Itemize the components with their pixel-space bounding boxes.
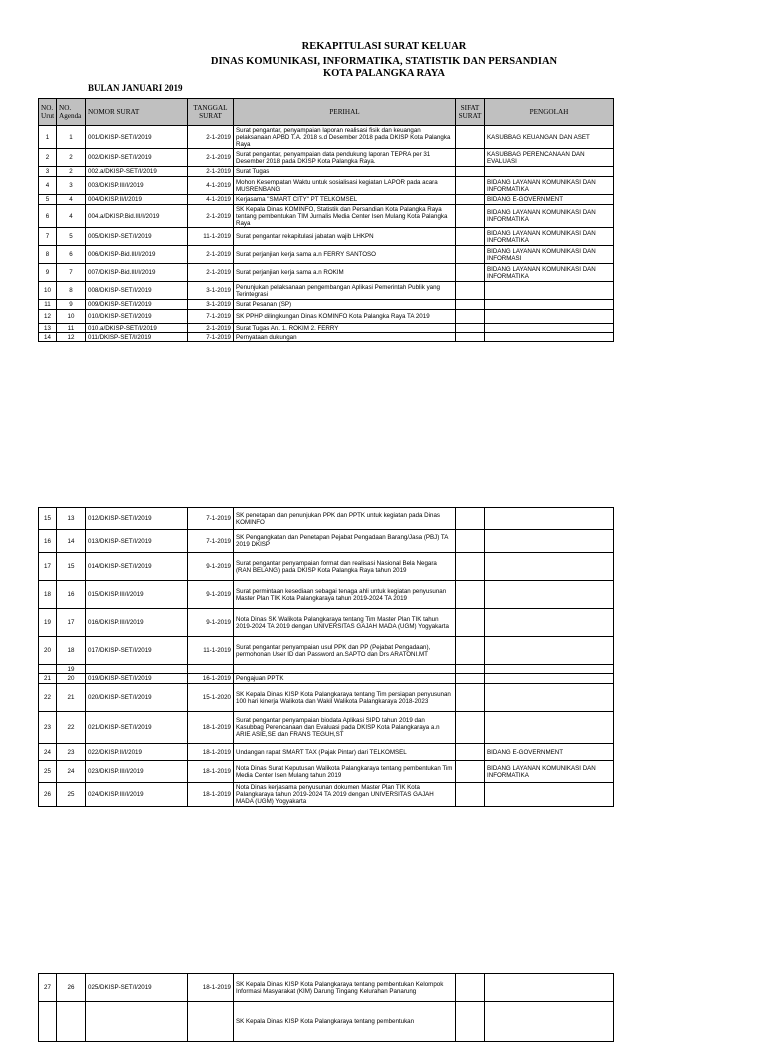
cell-perihal: Surat pengantar penyampaian biodata Aplikasi SIPD tahun 2019 dan Kasubbag Perencanaan dan Evaluasi pada DKISP Kota Palangkaraya a.n ARIE ASIE,SE dan FRANS TEGUH,ST bbox=[234, 712, 456, 744]
cell-pengolah bbox=[485, 684, 614, 712]
cell-perihal: Kerjasama "SMART CITY" PT TELKOMSEL bbox=[234, 195, 456, 205]
cell-pengolah: KASUBBAG KEUANGAN DAN ASET bbox=[485, 126, 614, 149]
cell-sifat bbox=[456, 205, 485, 228]
cell-no-urut bbox=[39, 1002, 57, 1042]
cell-no-agenda: 4 bbox=[57, 205, 86, 228]
cell-tanggal: 18-1-2019 bbox=[188, 712, 234, 744]
cell-nomor-surat: 005/DKISP-SET/I/2019 bbox=[86, 228, 188, 246]
cell-nomor-surat: 010.a/DKISP-SET/I/2019 bbox=[86, 324, 188, 333]
cell-no-urut: 18 bbox=[39, 581, 57, 609]
cell-pengolah bbox=[485, 508, 614, 530]
cell-tanggal: 9-1-2019 bbox=[188, 581, 234, 609]
table-row bbox=[39, 264, 614, 282]
table-row bbox=[39, 665, 614, 674]
cell-sifat bbox=[456, 744, 485, 761]
cell-no-urut: 20 bbox=[39, 637, 57, 665]
cell-no-urut bbox=[39, 665, 57, 674]
cell-pengolah bbox=[485, 310, 614, 324]
cell-pengolah bbox=[485, 637, 614, 665]
cell-no-agenda: 2 bbox=[57, 167, 86, 177]
table-row bbox=[39, 674, 614, 684]
cell-tanggal: 11-1-2019 bbox=[188, 228, 234, 246]
cell-no-agenda: 18 bbox=[57, 637, 86, 665]
header-tanggal: TANGGAL SURAT bbox=[188, 99, 234, 126]
cell-tanggal: 18-1-2019 bbox=[188, 744, 234, 761]
cell-perihal: Surat Tugas An. 1. ROKIM 2. FERRY bbox=[234, 324, 456, 333]
header-no-agenda: NO. Agenda bbox=[57, 99, 86, 126]
table-row bbox=[39, 712, 614, 744]
cell-perihal: SK Pengangkatan dan Penetapan Pejabat Pengadaan Barang/Jasa (PBJ) TA 2019 DKISP bbox=[234, 530, 456, 553]
cell-no-urut: 4 bbox=[39, 177, 57, 195]
cell-no-urut: 9 bbox=[39, 264, 57, 282]
cell-no-agenda: 20 bbox=[57, 674, 86, 684]
cell-no-agenda bbox=[57, 1002, 86, 1042]
cell-no-urut: 24 bbox=[39, 744, 57, 761]
table-row bbox=[39, 508, 614, 530]
month-label: BULAN JANUARI 2019 bbox=[88, 83, 183, 93]
register-table-page-2 bbox=[38, 507, 614, 807]
cell-no-agenda: 14 bbox=[57, 530, 86, 553]
table-row bbox=[39, 783, 614, 807]
cell-pengolah: KASUBBAG PERENCANAAN DAN EVALUASI bbox=[485, 149, 614, 167]
cell-perihal: SK Kepala Dinas KISP Kota Palangkaraya tentang Tim persiapan penyusunan 100 hari kinerja Walikota dan Wakil Walikota Palangkaraya 2018-2023 bbox=[234, 684, 456, 712]
cell-tanggal: 7-1-2019 bbox=[188, 333, 234, 342]
table-row bbox=[39, 177, 614, 195]
cell-nomor-surat: 008/DKISP-SET/I/2019 bbox=[86, 282, 188, 300]
cell-perihal: Surat perjanjian kerja sama a.n FERRY SANTOSO bbox=[234, 246, 456, 264]
cell-no-urut: 6 bbox=[39, 205, 57, 228]
cell-pengolah bbox=[485, 300, 614, 310]
table-row bbox=[39, 228, 614, 246]
cell-no-urut: 12 bbox=[39, 310, 57, 324]
cell-tanggal: 16-1-2019 bbox=[188, 674, 234, 684]
cell-tanggal: 3-1-2019 bbox=[188, 300, 234, 310]
cell-tanggal: 9-1-2019 bbox=[188, 609, 234, 637]
cell-perihal: SK Kepala Dinas KOMINFO, Statistik dan Persandian Kota Palangka Raya tentang pembentukan TIM Jurnalis Media Center Isen Mulang Kota Palangka Raya bbox=[234, 205, 456, 228]
cell-no-agenda: 22 bbox=[57, 712, 86, 744]
cell-pengolah: BIDANG LAYANAN KOMUNIKASI DAN INFORMATIKA bbox=[485, 264, 614, 282]
register-table-page-1 bbox=[38, 98, 614, 342]
header-pengolah: PENGOLAH bbox=[485, 99, 614, 126]
table-row bbox=[39, 246, 614, 264]
cell-nomor-surat: 020/DKISP-SET/I/2019 bbox=[86, 684, 188, 712]
table-row bbox=[39, 637, 614, 665]
cell-nomor-surat: 001/DKISP-SET/I/2019 bbox=[86, 126, 188, 149]
header-sifat: SIFAT SURAT bbox=[456, 99, 485, 126]
cell-pengolah bbox=[485, 609, 614, 637]
cell-pengolah bbox=[485, 167, 614, 177]
cell-pengolah bbox=[485, 1002, 614, 1042]
cell-pengolah bbox=[485, 333, 614, 342]
cell-pengolah: BIDANG E-GOVERNMENT bbox=[485, 195, 614, 205]
table-row bbox=[39, 310, 614, 324]
cell-perihal: Nota Dinas SK Walikota Palangkaraya tentang Tim Master Plan TIK tahun 2019-2024 TA 2019 dengan UNIVERSITAS GAJAH MADA (UGM) Yogyakarta bbox=[234, 609, 456, 637]
cell-nomor-surat: 023/DKISP.III/I/2019 bbox=[86, 761, 188, 783]
cell-perihal: Penunjukan pelaksanaan pengembangan Aplikasi Pemerintah Publik yang Terintegrasi bbox=[234, 282, 456, 300]
cell-pengolah: BIDANG E-GOVERNMENT bbox=[485, 744, 614, 761]
cell-sifat bbox=[456, 581, 485, 609]
cell-sifat bbox=[456, 149, 485, 167]
cell-perihal: Surat permintaan kesediaan sebagai tenaga ahli untuk kegiatan penyusunan Master Plan TIK Kota Palangkaraya tahun 2019-2024 TA 2019 bbox=[234, 581, 456, 609]
cell-perihal bbox=[234, 665, 456, 674]
cell-tanggal: 7-1-2019 bbox=[188, 530, 234, 553]
cell-sifat bbox=[456, 126, 485, 149]
cell-sifat bbox=[456, 712, 485, 744]
table-row bbox=[39, 195, 614, 205]
cell-perihal: Pengajuan PPTK bbox=[234, 674, 456, 684]
cell-no-agenda: 19 bbox=[57, 665, 86, 674]
cell-perihal: Surat pengantar, penyampaian data pendukung laporan TEPRA per 31 Desember 2018 pada DKISP Kota Palangka Raya. bbox=[234, 149, 456, 167]
cell-tanggal: 4-1-2019 bbox=[188, 177, 234, 195]
table-row bbox=[39, 974, 614, 1002]
table-row bbox=[39, 205, 614, 228]
cell-no-urut: 17 bbox=[39, 553, 57, 581]
table-row bbox=[39, 530, 614, 553]
cell-nomor-surat: 014/DKISP-SET/I/2019 bbox=[86, 553, 188, 581]
cell-sifat bbox=[456, 246, 485, 264]
title-line-2: DINAS KOMUNIKASI, INFORMATIKA, STATISTIK DAN PERSANDIAN bbox=[210, 56, 558, 67]
cell-pengolah: BIDANG LAYANAN KOMUNIKASI DAN INFORMATIKA bbox=[485, 205, 614, 228]
cell-sifat bbox=[456, 195, 485, 205]
cell-no-agenda: 3 bbox=[57, 177, 86, 195]
cell-sifat bbox=[456, 167, 485, 177]
cell-pengolah: BIDANG LAYANAN KOMUNIKASI DAN INFORMATIKA bbox=[485, 177, 614, 195]
cell-perihal: Surat perjanjian kerja sama a.n ROKIM bbox=[234, 264, 456, 282]
cell-sifat bbox=[456, 324, 485, 333]
cell-no-urut: 2 bbox=[39, 149, 57, 167]
cell-sifat bbox=[456, 1002, 485, 1042]
cell-tanggal: 4-1-2019 bbox=[188, 195, 234, 205]
table-row bbox=[39, 126, 614, 149]
cell-tanggal: 2-1-2019 bbox=[188, 205, 234, 228]
cell-no-urut: 23 bbox=[39, 712, 57, 744]
cell-no-agenda: 21 bbox=[57, 684, 86, 712]
cell-tanggal: 18-1-2019 bbox=[188, 974, 234, 1002]
title-line-3: KOTA PALANGKA RAYA bbox=[323, 68, 445, 79]
cell-no-urut: 22 bbox=[39, 684, 57, 712]
cell-no-urut: 7 bbox=[39, 228, 57, 246]
cell-pengolah bbox=[485, 665, 614, 674]
cell-pengolah bbox=[485, 282, 614, 300]
cell-no-urut: 16 bbox=[39, 530, 57, 553]
cell-tanggal: 9-1-2019 bbox=[188, 553, 234, 581]
cell-nomor-surat: 007/DKISP-Bid.III/I/2019 bbox=[86, 264, 188, 282]
cell-nomor-surat: 009/DKISP-SET/I/2019 bbox=[86, 300, 188, 310]
cell-perihal: Nota Dinas kerjasama penyusunan dokumen Master Plan TIK Kota Palangkaraya tahun 2019-2024 TA 2019 dengan UNIVERSITAS GAJAH MADA (UGM) Yogyakarta bbox=[234, 783, 456, 807]
cell-tanggal: 3-1-2019 bbox=[188, 282, 234, 300]
cell-no-urut: 25 bbox=[39, 761, 57, 783]
cell-pengolah bbox=[485, 712, 614, 744]
cell-nomor-surat: 003/DKISP.III/I/2019 bbox=[86, 177, 188, 195]
cell-nomor-surat: 011/DKISP-SET/I/2019 bbox=[86, 333, 188, 342]
cell-no-agenda: 2 bbox=[57, 149, 86, 167]
cell-tanggal: 11-1-2019 bbox=[188, 637, 234, 665]
cell-pengolah: BIDANG LAYANAN KOMUNIKASI DAN INFORMATIKA bbox=[485, 228, 614, 246]
cell-tanggal: 2-1-2019 bbox=[188, 264, 234, 282]
cell-tanggal bbox=[188, 1002, 234, 1042]
cell-tanggal: 2-1-2019 bbox=[188, 246, 234, 264]
cell-no-urut: 19 bbox=[39, 609, 57, 637]
cell-no-agenda: 8 bbox=[57, 282, 86, 300]
cell-nomor-surat: 002.a/DKISP-SET/I/2019 bbox=[86, 167, 188, 177]
cell-perihal: Pernyataan dukungan bbox=[234, 333, 456, 342]
cell-nomor-surat: 006/DKISP-Bid.III/I/2019 bbox=[86, 246, 188, 264]
table-row bbox=[39, 553, 614, 581]
cell-perihal: Surat pengantar, penyampaian laporan realisasi fisik dan keuangan pelaksanaan APBD T.A. 2018 s.d Desember 2018 pada DKISP Kota Palangka Raya bbox=[234, 126, 456, 149]
cell-no-urut: 13 bbox=[39, 324, 57, 333]
table-row bbox=[39, 761, 614, 783]
cell-sifat bbox=[456, 783, 485, 807]
cell-no-agenda: 7 bbox=[57, 264, 86, 282]
cell-tanggal: 2-1-2019 bbox=[188, 149, 234, 167]
cell-sifat bbox=[456, 609, 485, 637]
cell-no-urut: 8 bbox=[39, 246, 57, 264]
cell-perihal: Surat pengantar rekapitulasi jabatan wajib LHKPN bbox=[234, 228, 456, 246]
cell-no-urut: 10 bbox=[39, 282, 57, 300]
cell-no-agenda: 12 bbox=[57, 333, 86, 342]
cell-pengolah bbox=[485, 974, 614, 1002]
cell-no-agenda: 6 bbox=[57, 246, 86, 264]
cell-nomor-surat: 022/DKISP.II/I/2019 bbox=[86, 744, 188, 761]
cell-tanggal: 15-1-2020 bbox=[188, 684, 234, 712]
table-row bbox=[39, 609, 614, 637]
table-row bbox=[39, 149, 614, 167]
cell-perihal: Surat pengantar penyampaian usul PPK dan PP (Pejabat Pengadaan), permohonan User ID dan Password an.SAPTO dan Drs ARATONI.MT bbox=[234, 637, 456, 665]
cell-no-agenda: 17 bbox=[57, 609, 86, 637]
table-row bbox=[39, 744, 614, 761]
cell-no-urut: 3 bbox=[39, 167, 57, 177]
cell-perihal: SK PPHP dilingkungan Dinas KOMINFO Kota Palangka Raya TA 2019 bbox=[234, 310, 456, 324]
cell-no-agenda: 26 bbox=[57, 974, 86, 1002]
cell-nomor-surat: 004.a/DKISP.Bid.III/I/2019 bbox=[86, 205, 188, 228]
cell-nomor-surat bbox=[86, 665, 188, 674]
cell-nomor-surat: 024/DKISP.III/I/2019 bbox=[86, 783, 188, 807]
cell-perihal: SK Kepala Dinas KISP Kota Palangkaraya tentang pembentukan bbox=[234, 1002, 456, 1042]
cell-sifat bbox=[456, 974, 485, 1002]
cell-tanggal: 18-1-2019 bbox=[188, 783, 234, 807]
cell-nomor-surat bbox=[86, 1002, 188, 1042]
cell-sifat bbox=[456, 282, 485, 300]
cell-no-agenda: 15 bbox=[57, 553, 86, 581]
cell-sifat bbox=[456, 684, 485, 712]
cell-pengolah bbox=[485, 783, 614, 807]
cell-perihal: Surat Pesanan (SP) bbox=[234, 300, 456, 310]
cell-tanggal: 18-1-2019 bbox=[188, 761, 234, 783]
table-row bbox=[39, 282, 614, 300]
cell-tanggal: 2-1-2019 bbox=[188, 167, 234, 177]
cell-sifat bbox=[456, 530, 485, 553]
cell-no-urut: 27 bbox=[39, 974, 57, 1002]
cell-nomor-surat: 010/DKISP-SET/I/2019 bbox=[86, 310, 188, 324]
cell-perihal: SK penetapan dan penunjukan PPK dan PPTK untuk kegiatan pada Dinas KOMINFO bbox=[234, 508, 456, 530]
cell-nomor-surat: 013/DKISP-SET/I/2019 bbox=[86, 530, 188, 553]
table-row bbox=[39, 684, 614, 712]
cell-no-urut: 14 bbox=[39, 333, 57, 342]
cell-sifat bbox=[456, 761, 485, 783]
cell-sifat bbox=[456, 333, 485, 342]
cell-no-agenda: 24 bbox=[57, 761, 86, 783]
cell-nomor-surat: 017/DKISP-SET/I/2019 bbox=[86, 637, 188, 665]
cell-perihal: Undangan rapat SMART TAX (Pajak Pintar) dari TELKOMSEL bbox=[234, 744, 456, 761]
cell-pengolah bbox=[485, 530, 614, 553]
cell-sifat bbox=[456, 264, 485, 282]
register-table-page-3 bbox=[38, 973, 614, 1042]
cell-no-urut: 26 bbox=[39, 783, 57, 807]
cell-no-agenda: 23 bbox=[57, 744, 86, 761]
cell-no-agenda: 9 bbox=[57, 300, 86, 310]
cell-no-urut: 5 bbox=[39, 195, 57, 205]
cell-no-agenda: 5 bbox=[57, 228, 86, 246]
cell-no-agenda: 16 bbox=[57, 581, 86, 609]
table-row bbox=[39, 324, 614, 333]
table-row bbox=[39, 581, 614, 609]
header-nomor-surat: NOMOR SURAT bbox=[86, 99, 188, 126]
cell-sifat bbox=[456, 674, 485, 684]
cell-nomor-surat: 002/DKISP-SET/I/2019 bbox=[86, 149, 188, 167]
cell-perihal: Mohon Kesempatan Waktu untuk sosialisasi kegiatan LAPOR pada acara MUSRENBANG bbox=[234, 177, 456, 195]
cell-no-urut: 21 bbox=[39, 674, 57, 684]
cell-sifat bbox=[456, 553, 485, 581]
table-row bbox=[39, 167, 614, 177]
cell-sifat bbox=[456, 310, 485, 324]
cell-pengolah bbox=[485, 553, 614, 581]
cell-pengolah bbox=[485, 581, 614, 609]
cell-tanggal bbox=[188, 665, 234, 674]
table-row bbox=[39, 333, 614, 342]
cell-perihal: Nota Dinas Surat Keputusan Walikota Palangkaraya tentang pembentukan Tim Media Center Isen Mulang tahun 2019 bbox=[234, 761, 456, 783]
cell-tanggal: 2-1-2019 bbox=[188, 126, 234, 149]
cell-sifat bbox=[456, 508, 485, 530]
table-header-row bbox=[39, 99, 614, 126]
cell-sifat bbox=[456, 300, 485, 310]
cell-sifat bbox=[456, 637, 485, 665]
cell-perihal: SK Kepala Dinas KISP Kota Palangkaraya tentang pembentukan Kelompok Informasi Masyarakat (KIM) Darung Tingang Kelurahan Panarung bbox=[234, 974, 456, 1002]
cell-no-agenda: 4 bbox=[57, 195, 86, 205]
cell-nomor-surat: 016/DKISP.III/I/2019 bbox=[86, 609, 188, 637]
cell-no-urut: 15 bbox=[39, 508, 57, 530]
cell-nomor-surat: 021/DKISP-SET/I/2019 bbox=[86, 712, 188, 744]
table-row bbox=[39, 300, 614, 310]
cell-no-agenda: 25 bbox=[57, 783, 86, 807]
header-perihal: PERIHAL bbox=[234, 99, 456, 126]
cell-nomor-surat: 015/DKISP.III/I/2019 bbox=[86, 581, 188, 609]
cell-no-agenda: 11 bbox=[57, 324, 86, 333]
cell-sifat bbox=[456, 177, 485, 195]
cell-tanggal: 7-1-2019 bbox=[188, 310, 234, 324]
cell-tanggal: 7-1-2019 bbox=[188, 508, 234, 530]
table-row bbox=[39, 1002, 614, 1042]
cell-pengolah: BIDANG LAYANAN KOMUNIKASI DAN INFORMATIKA bbox=[485, 761, 614, 783]
cell-nomor-surat: 019/DKISP-SET/I/2019 bbox=[86, 674, 188, 684]
cell-perihal: Surat pengantar penyampaian format dan realisasi Nasional Bela Negara (RAN BELANG) pada DKISP Kota Palangka Raya tahun 2019 bbox=[234, 553, 456, 581]
cell-no-urut: 1 bbox=[39, 126, 57, 149]
header-no-urut: NO. Urut bbox=[39, 99, 57, 126]
cell-nomor-surat: 012/DKISP-SET/I/2019 bbox=[86, 508, 188, 530]
cell-pengolah bbox=[485, 674, 614, 684]
cell-pengolah bbox=[485, 324, 614, 333]
title-line-1: REKAPITULASI SURAT KELUAR bbox=[301, 41, 467, 52]
cell-perihal: Surat Tugas bbox=[234, 167, 456, 177]
cell-nomor-surat: 004/DKISP.II/I/2019 bbox=[86, 195, 188, 205]
cell-no-agenda: 13 bbox=[57, 508, 86, 530]
cell-no-agenda: 1 bbox=[57, 126, 86, 149]
cell-sifat bbox=[456, 228, 485, 246]
cell-tanggal: 2-1-2019 bbox=[188, 324, 234, 333]
cell-no-agenda: 10 bbox=[57, 310, 86, 324]
cell-pengolah: BIDANG LAYANAN KOMUNIKASI DAN INFORMASI bbox=[485, 246, 614, 264]
cell-no-urut: 11 bbox=[39, 300, 57, 310]
cell-sifat bbox=[456, 665, 485, 674]
cell-nomor-surat: 025/DKISP-SET/I/2019 bbox=[86, 974, 188, 1002]
